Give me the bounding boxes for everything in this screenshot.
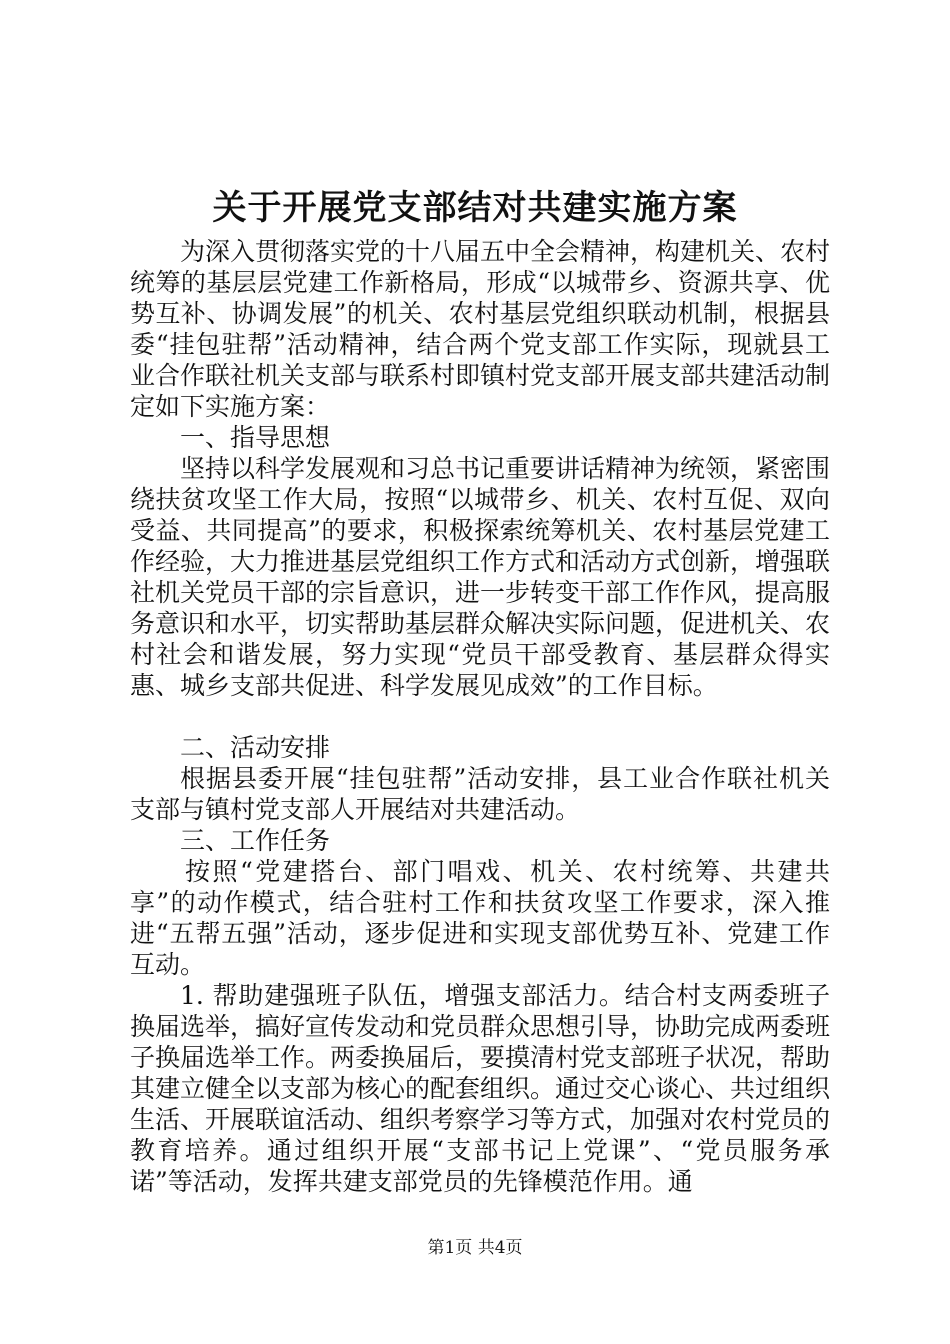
- work-tasks-paragraph: 按照“党建搭台、部门唱戏、机关、农村统筹、共建共享”的动作模式，结合驻村工作和扶贫攻坚工作要求，深入推进“五帮五强”活动，逐步促进和实现支部优势互补、党建工作互动。: [130, 857, 830, 979]
- section-heading-work-tasks: 三、工作任务: [180, 826, 331, 855]
- document-title: 关于开展党支部结对共建实施方案: [212, 188, 738, 228]
- section-heading-guiding-ideology: 一、指导思想: [180, 423, 331, 452]
- page-footer: 第1页 共4页: [427, 1238, 523, 1258]
- guiding-ideology-paragraph: 坚持以科学发展观和习总书记重要讲话精神为统领，紧密围绕扶贫攻坚工作大局，按照“以城带乡、机关、农村互促、双向受益、共同提高”的要求，积极探索统筹机关、农村基层党建工作经验，大力推进基层党组织工作方式和活动方式创新，增强联社机关党员干部的宗旨意识，进一步转变干部工作作风，提高服务意识和水平，切实帮助基层群众解决实际问题，促进机关、农村社会和谐发展，努力实现“党员干部受教育、基层群众得实惠、城乡支部共促进、科学发展见成效”的工作目标。: [130, 454, 831, 700]
- blank-line: [130, 701, 830, 732]
- section-heading-activity-arrangement: 二、活动安排: [180, 733, 331, 762]
- activity-arrangement-paragraph: 根据县委开展“挂包驻帮”活动安排，县工业合作联社机关支部与镇村党支部人开展结对共建活动。: [130, 764, 830, 824]
- intro-paragraph: 为深入贯彻落实党的十八届五中全会精神，构建机关、农村统筹的基层层党建工作新格局，形成“以城带乡、资源共享、优势互补、协调发展”的机关、农村基层党组织联动机制，根据县委“挂包驻帮”活动精神，结合两个党支部工作实际，现就县工业合作联社机关支部与联系村即镇村党支部开展支部共建活动制定如下实施方案：: [130, 237, 831, 421]
- task-item-1-paragraph: 1. 帮助建强班子队伍，增强支部活力。结合村支两委班子换届选举，搞好宣传发动和党员群众思想引导，协助完成两委班子换届选举工作。两委换届后，要摸清村党支部班子状况，帮助其建立健全以支部为核心的配套组织。通过交心谈心、共过组织生活、开展联谊活动、组织考察学习等方式，加强对农村党员的教育培养。通过组织开展“支部书记上党课”、“党员服务承诺”等活动，发挥共建支部党员的先锋模范作用。通: [130, 981, 831, 1196]
- document-body: [130, 236, 830, 1197]
